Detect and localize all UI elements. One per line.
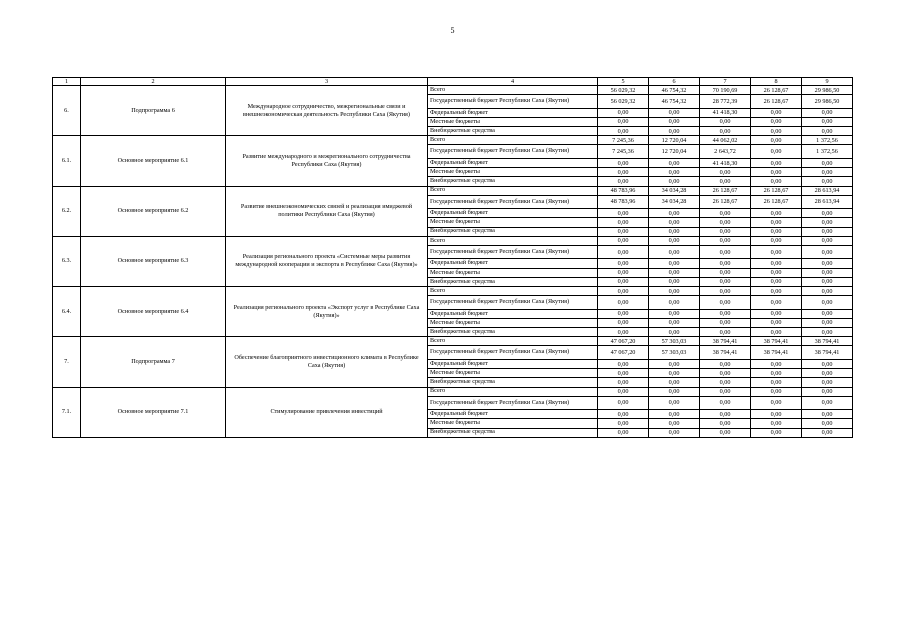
amount-cell: 0,00 bbox=[700, 378, 751, 387]
column-header: 7 bbox=[700, 78, 751, 86]
amount-cell: 0,00 bbox=[751, 309, 802, 318]
amount-cell: 0,00 bbox=[802, 127, 853, 136]
amount-cell: 47 067,20 bbox=[598, 346, 649, 360]
amount-cell: 0,00 bbox=[649, 378, 700, 387]
amount-cell: 0,00 bbox=[751, 419, 802, 428]
funding-source-label: Внебюджетные средства bbox=[428, 277, 598, 286]
funding-source-label: Государственный бюджет Республики Саха (Якутия) bbox=[428, 346, 598, 360]
amount-cell: 0,00 bbox=[802, 218, 853, 227]
amount-cell: 0,00 bbox=[751, 359, 802, 368]
amount-cell: 0,00 bbox=[751, 378, 802, 387]
amount-cell: 0,00 bbox=[598, 419, 649, 428]
amount-cell: 0,00 bbox=[700, 227, 751, 236]
funding-source-label: Внебюджетные средства bbox=[428, 378, 598, 387]
amount-cell: 0,00 bbox=[700, 245, 751, 259]
amount-cell: 0,00 bbox=[700, 177, 751, 186]
funding-source-label: Местные бюджеты bbox=[428, 268, 598, 277]
amount-cell: 26 128,67 bbox=[751, 195, 802, 209]
funding-source-label: Федеральный бюджет bbox=[428, 158, 598, 167]
amount-cell: 0,00 bbox=[802, 296, 853, 310]
table-row bbox=[53, 337, 853, 346]
amount-cell: 47 067,20 bbox=[598, 337, 649, 346]
amount-cell: 0,00 bbox=[649, 387, 700, 396]
column-header: 8 bbox=[751, 78, 802, 86]
amount-cell: 0,00 bbox=[751, 177, 802, 186]
item-number: 6.3. bbox=[53, 236, 81, 286]
amount-cell: 0,00 bbox=[751, 318, 802, 327]
table-row bbox=[53, 186, 853, 195]
amount-cell: 1 372,56 bbox=[802, 136, 853, 145]
amount-cell: 0,00 bbox=[598, 117, 649, 126]
funding-source-label: Федеральный бюджет bbox=[428, 410, 598, 419]
item-name: Основное мероприятие 6.3 bbox=[81, 236, 226, 286]
amount-cell: 41 418,30 bbox=[700, 108, 751, 117]
amount-cell: 0,00 bbox=[802, 236, 853, 245]
amount-cell: 0,00 bbox=[598, 209, 649, 218]
amount-cell: 0,00 bbox=[649, 318, 700, 327]
amount-cell: 0,00 bbox=[700, 296, 751, 310]
item-description: Развитие международного и межрегионального сотрудничества Республики Саха (Якутия) bbox=[226, 136, 428, 186]
amount-cell: 0,00 bbox=[649, 245, 700, 259]
amount-cell: 0,00 bbox=[649, 227, 700, 236]
amount-cell: 34 034,28 bbox=[649, 195, 700, 209]
column-number-row bbox=[53, 78, 853, 86]
amount-cell: 0,00 bbox=[751, 387, 802, 396]
amount-cell: 0,00 bbox=[598, 328, 649, 337]
funding-source-label: Всего bbox=[428, 136, 598, 145]
amount-cell: 0,00 bbox=[802, 227, 853, 236]
item-name: Подпрограмма 6 bbox=[81, 86, 226, 136]
item-name: Основное мероприятие 6.1 bbox=[81, 136, 226, 186]
amount-cell: 0,00 bbox=[751, 168, 802, 177]
amount-cell: 0,00 bbox=[751, 428, 802, 437]
amount-cell: 0,00 bbox=[598, 296, 649, 310]
amount-cell: 0,00 bbox=[649, 359, 700, 368]
amount-cell: 12 720,04 bbox=[649, 136, 700, 145]
amount-cell: 0,00 bbox=[598, 168, 649, 177]
amount-cell: 38 794,41 bbox=[700, 337, 751, 346]
amount-cell: 0,00 bbox=[649, 369, 700, 378]
amount-cell: 0,00 bbox=[598, 378, 649, 387]
funding-source-label: Внебюджетные средства bbox=[428, 328, 598, 337]
amount-cell: 0,00 bbox=[598, 277, 649, 286]
funding-source-label: Местные бюджеты bbox=[428, 168, 598, 177]
amount-cell: 0,00 bbox=[700, 209, 751, 218]
amount-cell: 0,00 bbox=[700, 318, 751, 327]
amount-cell: 0,00 bbox=[598, 245, 649, 259]
amount-cell: 0,00 bbox=[802, 108, 853, 117]
amount-cell: 0,00 bbox=[700, 236, 751, 245]
amount-cell: 0,00 bbox=[751, 127, 802, 136]
amount-cell: 0,00 bbox=[751, 396, 802, 410]
amount-cell: 0,00 bbox=[598, 236, 649, 245]
amount-cell: 0,00 bbox=[802, 117, 853, 126]
funding-source-label: Государственный бюджет Республики Саха (Якутия) bbox=[428, 145, 598, 159]
amount-cell: 0,00 bbox=[751, 209, 802, 218]
amount-cell: 41 418,30 bbox=[700, 158, 751, 167]
amount-cell: 26 128,67 bbox=[700, 186, 751, 195]
amount-cell: 0,00 bbox=[700, 277, 751, 286]
amount-cell: 0,00 bbox=[598, 318, 649, 327]
amount-cell: 0,00 bbox=[802, 277, 853, 286]
amount-cell: 0,00 bbox=[598, 359, 649, 368]
amount-cell: 44 062,02 bbox=[700, 136, 751, 145]
funding-source-label: Всего bbox=[428, 387, 598, 396]
column-header: 1 bbox=[53, 78, 81, 86]
amount-cell: 28 613,94 bbox=[802, 186, 853, 195]
item-number: 7.1. bbox=[53, 387, 81, 437]
amount-cell: 0,00 bbox=[700, 127, 751, 136]
table-row bbox=[53, 287, 853, 296]
amount-cell: 28 613,94 bbox=[802, 195, 853, 209]
amount-cell: 0,00 bbox=[598, 287, 649, 296]
amount-cell: 0,00 bbox=[598, 396, 649, 410]
amount-cell: 0,00 bbox=[700, 287, 751, 296]
amount-cell: 26 128,67 bbox=[700, 195, 751, 209]
amount-cell: 38 794,41 bbox=[751, 346, 802, 360]
amount-cell: 0,00 bbox=[649, 117, 700, 126]
amount-cell: 0,00 bbox=[649, 218, 700, 227]
amount-cell: 0,00 bbox=[751, 158, 802, 167]
amount-cell: 0,00 bbox=[802, 396, 853, 410]
amount-cell: 56 029,32 bbox=[598, 95, 649, 109]
amount-cell: 0,00 bbox=[598, 369, 649, 378]
amount-cell: 7 245,36 bbox=[598, 145, 649, 159]
amount-cell: 0,00 bbox=[700, 369, 751, 378]
amount-cell: 0,00 bbox=[802, 387, 853, 396]
amount-cell: 0,00 bbox=[802, 245, 853, 259]
item-description: Стимулирование привлечения инвестиций bbox=[226, 387, 428, 437]
amount-cell: 0,00 bbox=[802, 209, 853, 218]
amount-cell: 0,00 bbox=[802, 268, 853, 277]
amount-cell: 0,00 bbox=[598, 309, 649, 318]
item-description: Реализация регионального проекта «Экспорт услуг в Республике Саха (Якутия)» bbox=[226, 287, 428, 337]
amount-cell: 0,00 bbox=[649, 309, 700, 318]
amount-cell: 34 034,28 bbox=[649, 186, 700, 195]
item-description: Развитие внешнеэкономических связей и реализация имиджевой политики Республики Саха (Якутия) bbox=[226, 186, 428, 236]
amount-cell: 0,00 bbox=[751, 218, 802, 227]
amount-cell: 0,00 bbox=[751, 287, 802, 296]
amount-cell: 0,00 bbox=[751, 296, 802, 310]
amount-cell: 0,00 bbox=[751, 277, 802, 286]
amount-cell: 0,00 bbox=[598, 158, 649, 167]
amount-cell: 29 986,50 bbox=[802, 95, 853, 109]
item-name: Основное мероприятие 6.2 bbox=[81, 186, 226, 236]
amount-cell: 0,00 bbox=[751, 369, 802, 378]
amount-cell: 0,00 bbox=[598, 218, 649, 227]
item-description: Обеспечение благоприятного инвестиционного климата в Республике Саха (Якутия) bbox=[226, 337, 428, 387]
amount-cell: 0,00 bbox=[598, 259, 649, 268]
amount-cell: 0,00 bbox=[598, 177, 649, 186]
amount-cell: 26 128,67 bbox=[751, 86, 802, 95]
budget-table-body bbox=[53, 78, 853, 438]
amount-cell: 0,00 bbox=[598, 127, 649, 136]
amount-cell: 2 643,72 bbox=[700, 145, 751, 159]
amount-cell: 0,00 bbox=[751, 259, 802, 268]
item-description: Международное сотрудничество, межрегиональные связи и внешнеэкономическая деятельность Республики Саха (Якутия) bbox=[226, 86, 428, 136]
column-header: 5 bbox=[598, 78, 649, 86]
funding-source-label: Всего bbox=[428, 337, 598, 346]
amount-cell: 70 190,69 bbox=[700, 86, 751, 95]
amount-cell: 0,00 bbox=[598, 227, 649, 236]
amount-cell: 0,00 bbox=[649, 259, 700, 268]
amount-cell: 38 794,41 bbox=[751, 337, 802, 346]
column-header: 4 bbox=[428, 78, 598, 86]
amount-cell: 48 783,96 bbox=[598, 186, 649, 195]
item-number: 6. bbox=[53, 86, 81, 136]
funding-source-label: Федеральный бюджет bbox=[428, 309, 598, 318]
funding-source-label: Местные бюджеты bbox=[428, 318, 598, 327]
amount-cell: 0,00 bbox=[751, 410, 802, 419]
amount-cell: 38 794,41 bbox=[802, 337, 853, 346]
amount-cell: 0,00 bbox=[649, 428, 700, 437]
funding-source-label: Государственный бюджет Республики Саха (Якутия) bbox=[428, 95, 598, 109]
amount-cell: 0,00 bbox=[802, 259, 853, 268]
amount-cell: 1 372,56 bbox=[802, 145, 853, 159]
amount-cell: 0,00 bbox=[700, 396, 751, 410]
amount-cell: 0,00 bbox=[700, 387, 751, 396]
amount-cell: 0,00 bbox=[751, 328, 802, 337]
amount-cell: 0,00 bbox=[649, 209, 700, 218]
amount-cell: 7 245,36 bbox=[598, 136, 649, 145]
amount-cell: 46 754,32 bbox=[649, 95, 700, 109]
funding-source-label: Федеральный бюджет bbox=[428, 108, 598, 117]
table-row bbox=[53, 387, 853, 396]
amount-cell: 0,00 bbox=[649, 419, 700, 428]
item-number: 6.4. bbox=[53, 287, 81, 337]
funding-source-label: Внебюджетные средства bbox=[428, 428, 598, 437]
funding-source-label: Внебюджетные средства bbox=[428, 177, 598, 186]
funding-source-label: Местные бюджеты bbox=[428, 369, 598, 378]
column-header: 6 bbox=[649, 78, 700, 86]
amount-cell: 0,00 bbox=[700, 268, 751, 277]
amount-cell: 0,00 bbox=[751, 236, 802, 245]
amount-cell: 0,00 bbox=[802, 359, 853, 368]
funding-source-label: Местные бюджеты bbox=[428, 419, 598, 428]
amount-cell: 28 772,39 bbox=[700, 95, 751, 109]
amount-cell: 0,00 bbox=[649, 410, 700, 419]
amount-cell: 12 720,04 bbox=[649, 145, 700, 159]
column-header: 3 bbox=[226, 78, 428, 86]
funding-source-label: Государственный бюджет Республики Саха (Якутия) bbox=[428, 195, 598, 209]
amount-cell: 0,00 bbox=[649, 396, 700, 410]
amount-cell: 0,00 bbox=[649, 328, 700, 337]
item-number: 6.2. bbox=[53, 186, 81, 236]
item-number: 7. bbox=[53, 337, 81, 387]
amount-cell: 0,00 bbox=[751, 145, 802, 159]
funding-source-label: Федеральный бюджет bbox=[428, 359, 598, 368]
amount-cell: 0,00 bbox=[598, 428, 649, 437]
amount-cell: 0,00 bbox=[802, 428, 853, 437]
amount-cell: 57 303,03 bbox=[649, 337, 700, 346]
amount-cell: 0,00 bbox=[700, 259, 751, 268]
amount-cell: 0,00 bbox=[751, 268, 802, 277]
item-description: Реализация регионального проекта «Системные меры развития международной кооперации и экспорта в Республике Саха (Якутия)» bbox=[226, 236, 428, 286]
amount-cell: 0,00 bbox=[802, 318, 853, 327]
amount-cell: 0,00 bbox=[802, 369, 853, 378]
funding-source-label: Государственный бюджет Республики Саха (Якутия) bbox=[428, 296, 598, 310]
table-row bbox=[53, 136, 853, 145]
amount-cell: 0,00 bbox=[802, 287, 853, 296]
amount-cell: 0,00 bbox=[598, 108, 649, 117]
amount-cell: 0,00 bbox=[751, 136, 802, 145]
amount-cell: 0,00 bbox=[649, 177, 700, 186]
funding-source-label: Внебюджетные средства bbox=[428, 127, 598, 136]
item-name: Основное мероприятие 7.1 bbox=[81, 387, 226, 437]
funding-source-label: Всего bbox=[428, 186, 598, 195]
table-row bbox=[53, 236, 853, 245]
amount-cell: 0,00 bbox=[700, 419, 751, 428]
amount-cell: 48 783,96 bbox=[598, 195, 649, 209]
amount-cell: 56 029,32 bbox=[598, 86, 649, 95]
funding-source-label: Внебюджетные средства bbox=[428, 227, 598, 236]
amount-cell: 0,00 bbox=[649, 127, 700, 136]
amount-cell: 0,00 bbox=[649, 108, 700, 117]
amount-cell: 0,00 bbox=[700, 328, 751, 337]
amount-cell: 0,00 bbox=[802, 410, 853, 419]
amount-cell: 26 128,67 bbox=[751, 95, 802, 109]
amount-cell: 0,00 bbox=[700, 359, 751, 368]
amount-cell: 0,00 bbox=[649, 277, 700, 286]
amount-cell: 0,00 bbox=[598, 410, 649, 419]
column-header: 2 bbox=[81, 78, 226, 86]
funding-source-label: Государственный бюджет Республики Саха (Якутия) bbox=[428, 245, 598, 259]
funding-source-label: Государственный бюджет Республики Саха (Якутия) bbox=[428, 396, 598, 410]
item-name: Подпрограмма 7 bbox=[81, 337, 226, 387]
table-row bbox=[53, 86, 853, 95]
amount-cell: 0,00 bbox=[751, 117, 802, 126]
amount-cell: 0,00 bbox=[700, 218, 751, 227]
amount-cell: 46 754,32 bbox=[649, 86, 700, 95]
amount-cell: 0,00 bbox=[802, 328, 853, 337]
amount-cell: 0,00 bbox=[700, 117, 751, 126]
amount-cell: 0,00 bbox=[649, 168, 700, 177]
amount-cell: 26 128,67 bbox=[751, 186, 802, 195]
amount-cell: 0,00 bbox=[700, 428, 751, 437]
amount-cell: 0,00 bbox=[751, 227, 802, 236]
amount-cell: 0,00 bbox=[649, 287, 700, 296]
amount-cell: 0,00 bbox=[802, 168, 853, 177]
amount-cell: 57 303,03 bbox=[649, 346, 700, 360]
amount-cell: 0,00 bbox=[700, 309, 751, 318]
item-name: Основное мероприятие 6.4 bbox=[81, 287, 226, 337]
amount-cell: 0,00 bbox=[700, 168, 751, 177]
amount-cell: 0,00 bbox=[649, 158, 700, 167]
funding-source-label: Федеральный бюджет bbox=[428, 259, 598, 268]
page-number: 5 bbox=[450, 26, 455, 35]
amount-cell: 0,00 bbox=[802, 309, 853, 318]
amount-cell: 38 794,41 bbox=[802, 346, 853, 360]
funding-source-label: Федеральный бюджет bbox=[428, 209, 598, 218]
funding-source-label: Всего bbox=[428, 86, 598, 95]
amount-cell: 0,00 bbox=[649, 296, 700, 310]
amount-cell: 0,00 bbox=[700, 410, 751, 419]
amount-cell: 38 794,41 bbox=[700, 346, 751, 360]
amount-cell: 0,00 bbox=[598, 387, 649, 396]
amount-cell: 0,00 bbox=[751, 108, 802, 117]
funding-source-label: Местные бюджеты bbox=[428, 117, 598, 126]
funding-source-label: Всего bbox=[428, 287, 598, 296]
column-header: 9 bbox=[802, 78, 853, 86]
amount-cell: 0,00 bbox=[802, 378, 853, 387]
amount-cell: 29 986,50 bbox=[802, 86, 853, 95]
amount-cell: 0,00 bbox=[802, 419, 853, 428]
amount-cell: 0,00 bbox=[649, 268, 700, 277]
amount-cell: 0,00 bbox=[802, 177, 853, 186]
amount-cell: 0,00 bbox=[598, 268, 649, 277]
funding-source-label: Местные бюджеты bbox=[428, 218, 598, 227]
amount-cell: 0,00 bbox=[751, 245, 802, 259]
budget-table bbox=[52, 77, 853, 438]
item-number: 6.1. bbox=[53, 136, 81, 186]
amount-cell: 0,00 bbox=[649, 236, 700, 245]
amount-cell: 0,00 bbox=[802, 158, 853, 167]
funding-source-label: Всего bbox=[428, 236, 598, 245]
